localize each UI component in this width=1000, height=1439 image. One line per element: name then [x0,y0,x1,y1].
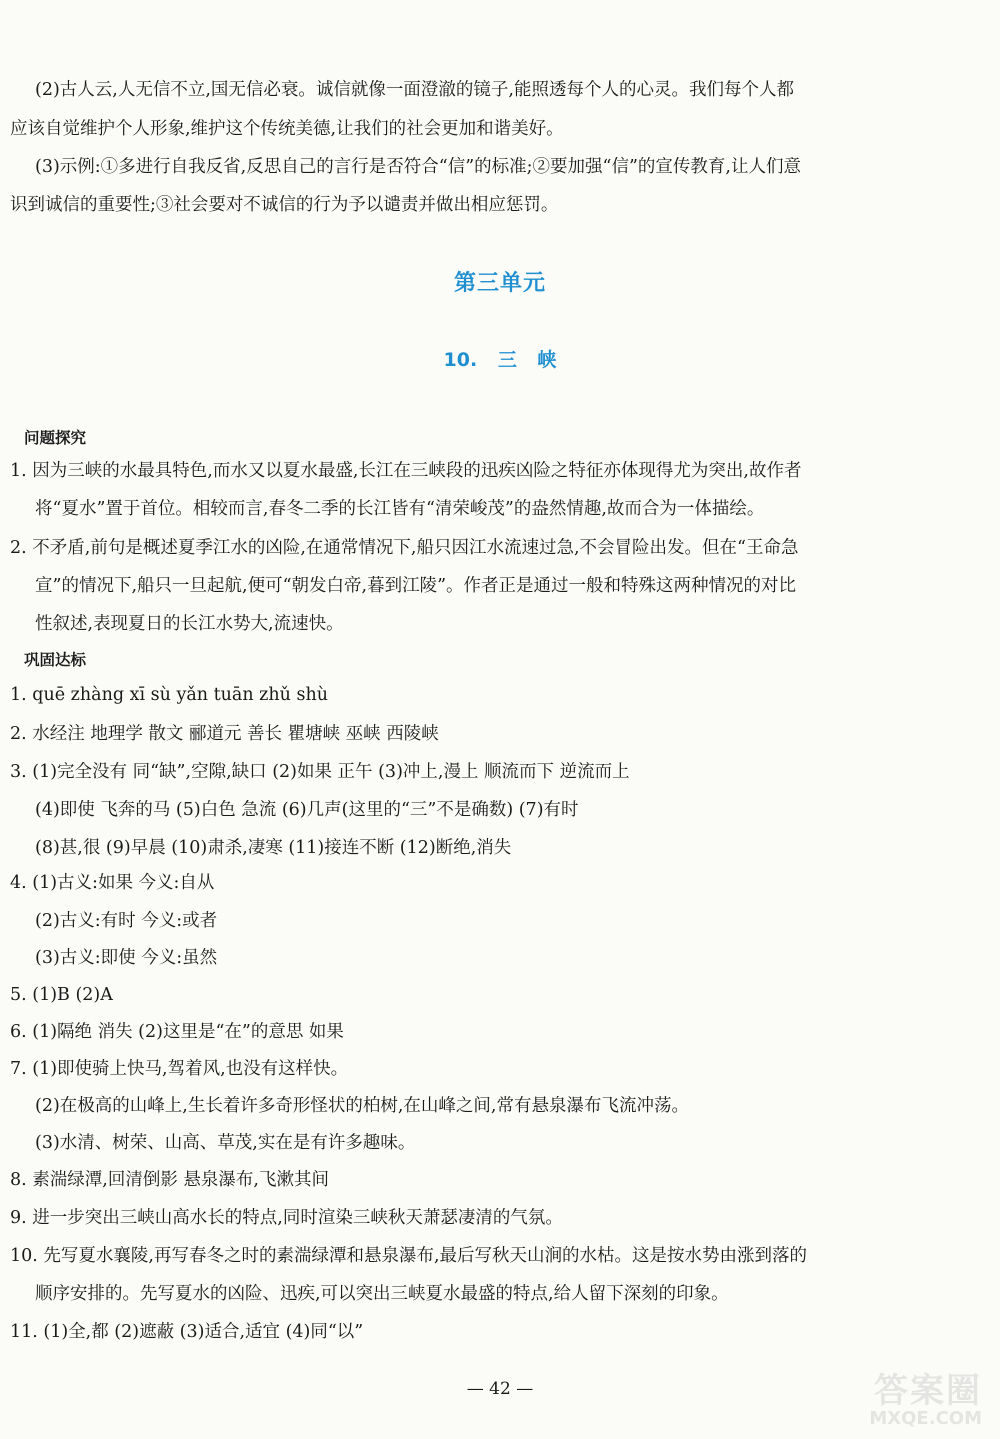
answer-line: 顺序安排的。先写夏水的凶险、迅疾,可以突出三峡夏水最盛的特点,给人留下深刻的印象。 [35,1284,729,1304]
answer-line: 2. 水经注 地理学 散文 郦道元 善长 瞿塘峡 巫峡 西陵峡 [10,724,439,744]
answer-line: 11. (1)全,都 (2)遮蔽 (3)适合,适宜 (4)同“以” [10,1322,364,1342]
intro-line: (3)示例:①多进行自我反省,反思自己的言行是否符合“信”的标准;②要加强“信”的宣传教育,让人们意 [35,157,801,177]
answer-line: (3)水清、树荣、山高、草茂,实在是有许多趣味。 [35,1133,416,1153]
answer-line: 将“夏水”置于首位。相较而言,春冬二季的长江皆有“清荣峻茂”的盎然情趣,故而合为一体描绘。 [35,499,765,519]
answer-line: (2)古义:有时 今义:或者 [35,911,218,931]
watermark-text-cn: 答案圈 [874,1371,982,1411]
answer-line: 10. 先写夏水襄陵,再写春冬之时的素湍绿潭和悬泉瀑布,最后写秋天山涧的水枯。这是按水势由涨到落的 [10,1246,808,1266]
answer-line: (4)即使 飞奔的马 (5)白色 急流 (6)几声(这里的“三”不是确数) (7)有时 [35,800,579,820]
answer-line: 3. (1)完全没有 同“缺”,空隙,缺口 (2)如果 正午 (3)冲上,漫上 顺流而下 逆流而上 [10,762,630,782]
intro-line: 识到诚信的重要性;③社会要对不诚信的行为予以谴责并做出相应惩罚。 [10,195,559,215]
page-number: — 42 — [466,1379,534,1399]
section-label-inquiry: 问题探究 [24,429,87,447]
section-label-consolidate: 巩固达标 [24,651,87,669]
lesson-title: 10. 三 峡 [443,349,557,371]
unit-title: 第三单元 [453,271,546,296]
answer-line: 2. 不矛盾,前句是概述夏季江水的凶险,在通常情况下,船只因江水流速过急,不会冒险出发。但在“王命急 [10,538,799,558]
answer-line: 9. 进一步突出三峡山高水长的特点,同时渲染三峡秋天萧瑟凄清的气氛。 [10,1208,563,1228]
answer-line: (2)在极高的山峰上,生长着许多奇形怪状的柏树,在山峰之间,常有悬泉瀑布飞流冲荡。 [35,1096,689,1116]
answer-line: (8)甚,很 (9)早晨 (10)肃杀,凄寒 (11)接连不断 (12)断绝,消失 [35,838,512,858]
watermark-text-en: MXQE.COM [869,1408,982,1429]
watermark-logo [836,1363,986,1429]
intro-line: (2)古人云,人无信不立,国无信必衰。诚信就像一面澄澈的镜子,能照透每个人的心灵。我们每个人都 [35,80,794,100]
answer-line: 宣”的情况下,船只一旦起航,便可“朝发白帝,暮到江陵”。作者正是通过一般和特殊这两种情况的对比 [35,576,797,596]
answer-line: 1. quē zhàng xī sù yǎn tuān zhǔ shù [10,685,329,705]
answer-line: 7. (1)即使骑上快马,驾着风,也没有这样快。 [10,1059,349,1079]
answer-line: 4. (1)古义:如果 今义:自从 [10,873,215,893]
answer-line: 5. (1)B (2)A [10,985,113,1005]
answer-line: 性叙述,表现夏日的长江水势大,流速快。 [35,614,344,634]
answer-line: 8. 素湍绿潭,回清倒影 悬泉瀑布,飞漱其间 [10,1170,329,1190]
answer-line: (3)古义:即使 今义:虽然 [35,948,218,968]
answer-line: 1. 因为三峡的水最具特色,而水又以夏水最盛,长江在三峡段的迅疾凶险之特征亦体现得尤为突出,故作者 [10,461,802,481]
intro-line: 应该自觉维护个人形象,维护这个传统美德,让我们的社会更加和谐美好。 [10,119,564,139]
answer-line: 6. (1)隔绝 消失 (2)这里是“在”的意思 如果 [10,1022,344,1042]
